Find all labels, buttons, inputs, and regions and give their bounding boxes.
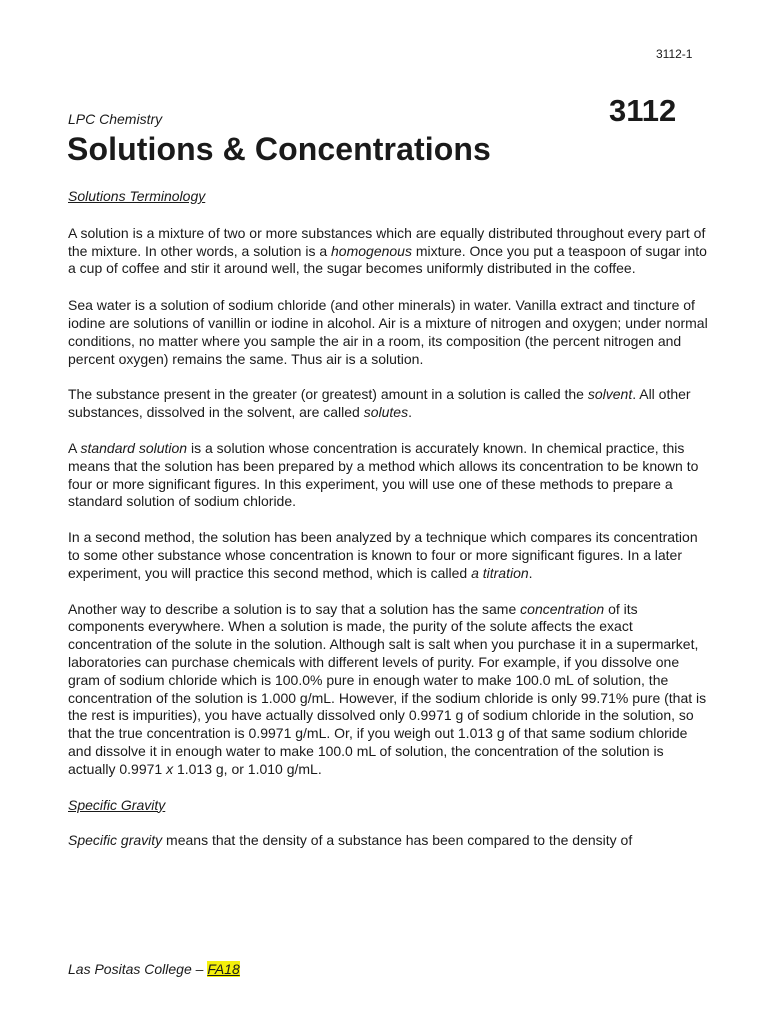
page-footer [68, 961, 240, 977]
term-titration: a titration [471, 564, 529, 581]
paragraph-solution-definition: A solution is a mixture of two or more substances which are equally distributed throughout every part of the mixture. In other words, a solution is a homogenous mixture. Once you put a teaspoon of sugar into a cup of coffee and stir it around well, the sugar becomes uniformly distributed in the coffee. [68, 224, 707, 277]
section-heading-specific-gravity: Specific Gravity [68, 796, 166, 813]
paragraph-concentration: Another way to describe a solution is to say that a solution has the same concentration of its components everywhere. When a solution is made, the purity of the solute affects the exact concentration of the solute in the solution. Although salt is salt when you purchase it in a supermarket, laboratories can purchase chemicals with different levels of purity. For example, if you dissolve one gram of sodium chloride which is 100.0% pure in enough water to make 100.0 mL of solution, the concentration of the solution is 1.000 g/mL. However, if the sodium chloride is only 99.71% pure (that is the rest is impurities), you have actually dissolved only 0.9971 g of sodium chloride in the solution, so that the true concentration is 0.9971 g/mL. Or, if you weigh out 1.013 g of that same sodium chloride and dissolve it in enough water to make 100.0 mL of solution, the concentration of the solution is actually 0.9971 x 1.013 g, or 1.010 g/mL. [68, 600, 707, 777]
term-homogenous: homogenous [331, 242, 412, 259]
multiply-symbol: x [166, 760, 174, 777]
paragraph-specific-gravity: Specific gravity means that the density of a substance has been compared to the density of [68, 832, 633, 849]
term-specific-gravity: Specific gravity [68, 832, 163, 849]
paragraph-standard-solution: A standard solution is a solution whose concentration is accurately known. In chemical practice, this means that the solution has been prepared by a method which allows its concentration to be known to four or more significant figures. In this experiment, you will use one of these methods to prepare a standard solution of sodium chloride. [68, 439, 699, 510]
document-body [68, 188, 708, 850]
paragraph-second-method: In a second method, the solution has been analyzed by a technique which compares its concentration to some other substance whose concentration is known to four or more significant figures. In a later experiment, you will practice this second method, which is called a titration. [68, 529, 698, 581]
page-title: Solutions & Concentrations [67, 131, 491, 167]
term-solvent: solvent [587, 386, 633, 403]
section-heading-terminology: Solutions Terminology [68, 188, 206, 204]
paragraph-solvent-solutes: The substance present in the greater (or greatest) amount in a solution is called the solvent. All other substances, dissolved in the solvent, are called solutes. [68, 386, 691, 421]
term-solutes: solutes [363, 404, 409, 421]
footer-term: FA18 [207, 961, 240, 977]
experiment-number: 3112 [609, 93, 677, 128]
term-standard-solution: standard solution [80, 439, 188, 456]
footer-college: Las Positas College – [68, 961, 208, 977]
page-number: 3112-1 [656, 47, 693, 61]
paragraph-sea-water: Sea water is a solution of sodium chloride (and other minerals) in water. Vanilla extract and tincture of iodine are solutions of vanillin or iodine in alcohol. Air is a mixture of nitrogen and oxygen; under normal conditions, no matter where you sample the air in a room, its composition (the percent nitrogen and percent oxygen) remains the same. Thus air is a solution. [68, 297, 708, 367]
course-label: LPC Chemistry [68, 111, 163, 127]
term-concentration: concentration [520, 600, 605, 617]
